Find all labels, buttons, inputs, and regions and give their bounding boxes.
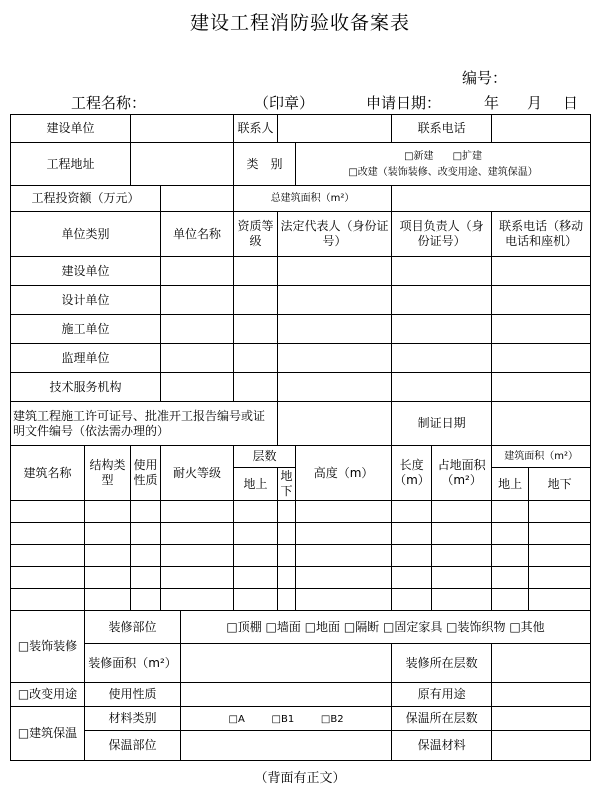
option-a-checkbox[interactable]: □A (228, 713, 245, 725)
deco-area-input[interactable] (181, 644, 392, 683)
building-cell[interactable] (234, 501, 278, 523)
unit-name-cell[interactable] (161, 315, 234, 344)
project-lead-cell[interactable] (392, 315, 492, 344)
building-cell[interactable] (529, 545, 591, 567)
building-cell[interactable] (131, 545, 161, 567)
building-cell[interactable] (85, 523, 131, 545)
building-cell[interactable] (492, 589, 529, 611)
insulation-checkbox[interactable]: □建筑保温 (11, 707, 85, 761)
building-cell[interactable] (492, 567, 529, 589)
building-cell[interactable] (131, 589, 161, 611)
project-lead-header: 项目负责人（身份证号） (392, 212, 492, 257)
unit-type-header: 单位类别 (11, 212, 161, 257)
material-type-options (181, 707, 392, 731)
building-cell[interactable] (392, 545, 432, 567)
building-cell[interactable] (529, 523, 591, 545)
building-cell[interactable] (432, 545, 492, 567)
area-below-header: 地下 (529, 468, 591, 501)
qualification-cell[interactable] (234, 373, 278, 402)
deco-part-label: 装修部位 (85, 611, 181, 644)
unit-name-cell[interactable] (161, 373, 234, 402)
building-cell[interactable] (296, 523, 392, 545)
building-cell[interactable] (161, 589, 234, 611)
phone-cell[interactable] (492, 257, 591, 286)
deco-part-options[interactable]: □顶棚 □墙面 □地面 □隔断 □固定家具 □装饰织物 □其他 (181, 611, 591, 644)
building-cell[interactable] (296, 567, 392, 589)
building-cell[interactable] (234, 589, 278, 611)
legal-rep-cell[interactable] (278, 257, 392, 286)
unit-row-label: 施工单位 (11, 315, 161, 344)
total-area-input[interactable] (392, 186, 591, 212)
year-label: 年 (484, 94, 500, 112)
contact-person-label: 联系人 (234, 115, 278, 143)
usage-nature-header: 使用性质 (131, 446, 161, 501)
unit-row-label: 设计单位 (11, 286, 161, 315)
building-cell[interactable] (85, 589, 131, 611)
page-title: 建设工程消防验收备案表 (189, 12, 410, 34)
option-b2-checkbox[interactable]: □B2 (320, 713, 344, 725)
project-lead-cell[interactable] (392, 344, 492, 373)
building-cell[interactable] (432, 523, 492, 545)
building-cell[interactable] (161, 501, 234, 523)
address-input[interactable] (131, 143, 234, 186)
phone-mobile-header: 联系电话（移动电话和座机） (492, 212, 591, 257)
builder-input[interactable] (131, 115, 234, 143)
contact-person-input[interactable] (278, 115, 392, 143)
building-cell[interactable] (278, 501, 296, 523)
building-cell[interactable] (296, 501, 392, 523)
building-cell[interactable] (392, 523, 432, 545)
building-cell[interactable] (296, 589, 392, 611)
filing-form-table (10, 114, 591, 761)
investment-input[interactable] (161, 186, 234, 212)
building-name-header: 建筑名称 (11, 446, 85, 501)
legal-rep-cell[interactable] (278, 373, 392, 402)
floors-below-header: 地下 (278, 468, 296, 501)
insul-material-label: 保温材料 (392, 731, 492, 761)
seal-label: （印章） (254, 94, 315, 112)
month-label: 月 (527, 94, 543, 112)
orig-use-input[interactable] (492, 683, 591, 707)
building-cell[interactable] (392, 589, 432, 611)
decoration-checkbox[interactable]: □装饰装修 (11, 611, 85, 683)
project-lead-cell[interactable] (392, 257, 492, 286)
building-cell[interactable] (11, 545, 85, 567)
issue-date-label: 制证日期 (392, 402, 492, 446)
use-nature-input[interactable] (181, 683, 392, 707)
building-cell[interactable] (492, 523, 529, 545)
phone-cell[interactable] (492, 373, 591, 402)
phone-cell[interactable] (492, 344, 591, 373)
project-name-label: 工程名称： (71, 94, 147, 112)
building-cell[interactable] (234, 523, 278, 545)
structure-type-header: 结构类型 (85, 446, 131, 501)
building-cell[interactable] (11, 589, 85, 611)
contact-phone-label: 联系电话 (392, 115, 492, 143)
unit-name-cell[interactable] (161, 344, 234, 373)
material-type-label: 材料类别 (85, 707, 181, 731)
unit-name-cell[interactable] (161, 286, 234, 315)
investment-label: 工程投资额（万元） (11, 186, 161, 212)
permit-label: 建筑工程施工许可证号、批准开工报告编号或证明文件编号（依法需办理的） (11, 402, 278, 446)
issue-date-input[interactable] (492, 402, 591, 446)
fire-rating-header: 耐火等级 (161, 446, 234, 501)
category-options (296, 143, 591, 186)
building-cell[interactable] (529, 501, 591, 523)
footer-note: （背面有正文） (254, 771, 346, 786)
building-cell[interactable] (161, 545, 234, 567)
deco-area-label: 装修面积（m²） (85, 644, 181, 683)
building-cell[interactable] (85, 501, 131, 523)
project-lead-cell[interactable] (392, 286, 492, 315)
insul-floors-label: 保温所在层数 (392, 707, 492, 731)
contact-phone-input[interactable] (492, 115, 591, 143)
new-build-checkbox[interactable]: □新建 (404, 151, 434, 162)
building-cell[interactable] (161, 567, 234, 589)
serial-label: 编号： (462, 69, 508, 87)
floors-above-header: 地上 (234, 468, 278, 501)
building-area-header: 建筑面积（m²） (492, 446, 591, 468)
apply-date-label: 申请日期： (366, 94, 442, 112)
rebuild-checkbox[interactable]: □改建（装饰装修、改变用途、建筑保温） (348, 167, 538, 178)
height-header: 高度（m） (296, 446, 392, 501)
building-cell[interactable] (492, 501, 529, 523)
legal-rep-cell[interactable] (278, 286, 392, 315)
total-area-label: 总建筑面积（m²） (234, 186, 392, 212)
orig-use-label: 原有用途 (392, 683, 492, 707)
footprint-header: 占地面积（m²） (432, 446, 492, 501)
insul-material-input[interactable] (492, 731, 591, 761)
building-cell[interactable] (131, 567, 161, 589)
phone-cell[interactable] (492, 315, 591, 344)
qualification-cell[interactable] (234, 315, 278, 344)
building-cell[interactable] (85, 545, 131, 567)
unit-row-label: 技术服务机构 (11, 373, 161, 402)
unit-name-cell[interactable] (161, 257, 234, 286)
unit-name-header: 单位名称 (161, 212, 234, 257)
building-cell[interactable] (85, 567, 131, 589)
legal-rep-cell[interactable] (278, 344, 392, 373)
building-cell[interactable] (234, 567, 278, 589)
use-nature-label: 使用性质 (85, 683, 181, 707)
building-cell[interactable] (278, 567, 296, 589)
building-cell[interactable] (11, 567, 85, 589)
legal-rep-cell[interactable] (278, 315, 392, 344)
insul-part-label: 保温部位 (85, 731, 181, 761)
building-cell[interactable] (296, 545, 392, 567)
option-b1-checkbox[interactable]: □B1 (271, 713, 295, 725)
building-cell[interactable] (278, 589, 296, 611)
expand-checkbox[interactable]: □扩建 (452, 151, 483, 162)
building-cell[interactable] (432, 501, 492, 523)
building-cell[interactable] (432, 567, 492, 589)
address-label: 工程地址 (11, 143, 131, 186)
building-cell[interactable] (11, 523, 85, 545)
building-cell[interactable] (432, 589, 492, 611)
qualification-header: 资质等级 (234, 212, 278, 257)
deco-floors-label: 装修所在层数 (392, 644, 492, 683)
building-cell[interactable] (131, 501, 161, 523)
unit-row-label: 建设单位 (11, 257, 161, 286)
builder-label: 建设单位 (11, 115, 131, 143)
insul-part-input[interactable] (181, 731, 392, 761)
floors-header: 层数 (234, 446, 296, 468)
building-cell[interactable] (131, 523, 161, 545)
permit-input[interactable] (278, 402, 392, 446)
qualification-cell[interactable] (234, 257, 278, 286)
building-cell[interactable] (529, 567, 591, 589)
qualification-cell[interactable] (234, 344, 278, 373)
legal-rep-header: 法定代表人（身份证号） (278, 212, 392, 257)
project-lead-cell[interactable] (392, 373, 492, 402)
area-above-header: 地上 (492, 468, 529, 501)
insul-floors-input[interactable] (492, 707, 591, 731)
building-cell[interactable] (234, 545, 278, 567)
unit-row-label: 监理单位 (11, 344, 161, 373)
change-use-checkbox[interactable]: □改变用途 (11, 683, 85, 707)
building-cell[interactable] (529, 589, 591, 611)
building-cell[interactable] (11, 501, 85, 523)
building-cell[interactable] (392, 501, 432, 523)
building-cell[interactable] (161, 523, 234, 545)
length-header: 长度（m） (392, 446, 432, 501)
building-cell[interactable] (492, 545, 529, 567)
phone-cell[interactable] (492, 286, 591, 315)
qualification-cell[interactable] (234, 286, 278, 315)
building-cell[interactable] (392, 567, 432, 589)
building-cell[interactable] (278, 545, 296, 567)
day-label: 日 (563, 94, 579, 112)
building-cell[interactable] (278, 523, 296, 545)
deco-floors-input[interactable] (492, 644, 591, 683)
category-label: 类 别 (234, 143, 296, 186)
